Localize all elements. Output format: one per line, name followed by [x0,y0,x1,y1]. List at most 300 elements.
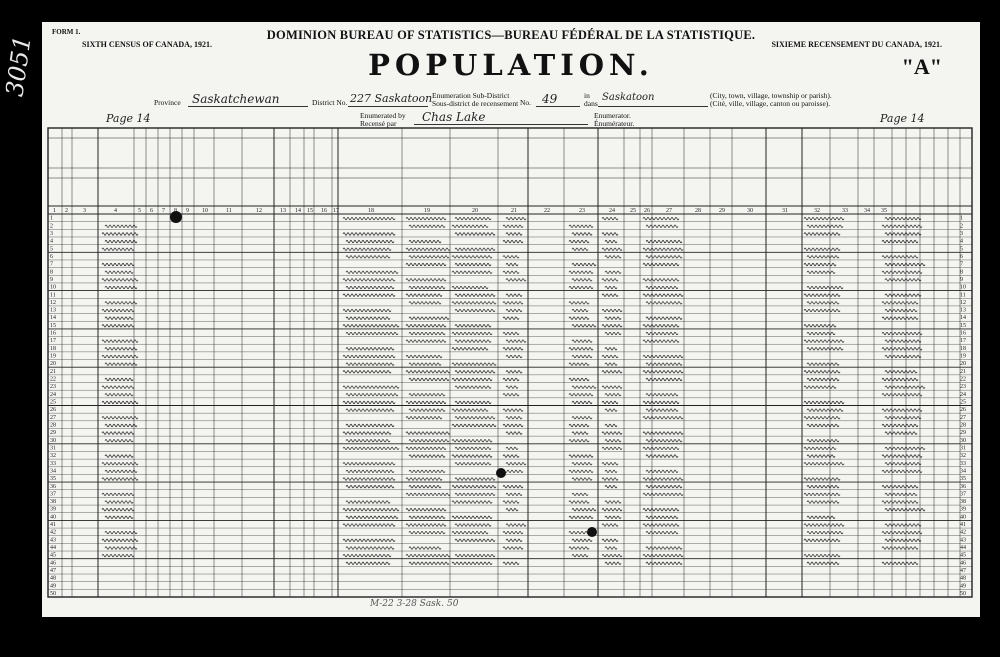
line-number: 12 [960,299,966,306]
no-value: 49 [542,92,558,106]
handwriting-stroke [572,478,592,481]
form-label: FORM 1. [52,28,81,36]
line-number: 37 [960,491,966,498]
handwriting-stroke [343,539,395,542]
handwriting-stroke [572,462,592,465]
province-value: Saskatchewan [192,92,280,106]
handwriting-stroke [452,455,492,458]
handwriting-stroke [503,378,519,381]
handwriting-stroke [105,455,133,458]
line-number: 20 [960,361,966,368]
census-sheet [42,22,980,617]
handwriting-stroke [455,263,491,266]
line-number: 45 [960,552,966,559]
handwriting-stroke [882,332,922,335]
line-number: 25 [50,399,56,406]
handwriting-stroke [105,348,137,351]
line-number: 15 [960,322,966,329]
handwriting-stroke [882,455,922,458]
handwriting-stroke [646,240,682,243]
line-number: 26 [960,407,966,414]
handwriting-stroke [807,348,843,351]
handwriting-stroke [409,455,445,458]
handwriting-stroke [807,225,843,228]
handwriting-stroke [102,325,134,328]
line-number: 49 [960,583,966,590]
handwriting-stroke [807,485,839,488]
handwriting-stroke [343,554,391,557]
line-number: 39 [960,506,966,513]
handwriting-stroke [452,256,492,259]
line-number: 35 [50,476,56,483]
handwriting-stroke [506,263,518,266]
census-title-en: SIXTH CENSUS OF CANADA, 1921. [82,40,212,49]
handwriting-stroke [409,286,445,289]
handwriting-stroke [455,233,495,236]
handwriting-stroke [643,294,683,297]
handwriting-stroke [804,386,836,389]
sub-district-label: Enumeration Sub-District Sous-district de recensement [432,91,519,108]
handwriting-stroke [646,455,678,458]
microfilm-stamp: M-22 3-28 Sask. 50 [370,599,459,609]
handwriting-stroke [343,217,395,220]
handwriting-stroke [643,417,683,420]
handwriting-stroke [503,501,519,504]
handwriting-stroke [572,493,588,496]
ink-blot [496,468,506,478]
line-number: 8 [960,269,963,276]
handwriting-stroke [455,478,495,481]
handwriting-stroke [643,248,683,251]
line-number: 2 [960,223,963,230]
handwriting-stroke [102,478,138,481]
handwriting-stroke [885,340,921,343]
line-number: 40 [960,514,966,521]
handwriting-stroke [804,325,836,328]
line-number: 14 [960,315,966,322]
handwriting-stroke [643,478,683,481]
handwriting-stroke [882,501,918,504]
line-number: 6 [50,253,53,260]
column-number: 14 [295,208,301,214]
column-number: 27 [666,208,672,214]
column-number: 5 [138,208,141,214]
line-number: 32 [960,453,966,460]
handwriting-stroke [569,240,589,243]
handwriting-stroke [643,524,679,527]
handwriting-stroke [885,309,917,312]
handwriting-stroke [804,493,840,496]
handwriting-stroke [804,309,840,312]
handwriting-stroke [807,439,839,442]
handwriting-stroke [602,478,618,481]
line-number: 38 [50,499,56,506]
line-number: 14 [50,315,56,322]
handwriting-stroke [406,493,450,496]
handwriting-stroke [105,439,133,442]
line-number: 29 [50,430,56,437]
handwriting-stroke [569,363,589,366]
handwriting-stroke [605,348,617,351]
line-number: 36 [960,483,966,490]
column-number: 29 [719,208,725,214]
handwriting-stroke [346,286,394,289]
handwriting-stroke [503,485,523,488]
handwriting-stroke [503,348,523,351]
line-number: 43 [960,537,966,544]
handwriting-stroke [882,271,922,274]
province-label: Province [154,98,181,107]
line-number: 44 [960,545,966,552]
handwriting-stroke [105,363,137,366]
line-number: 45 [50,552,56,559]
line-number: 46 [50,560,56,567]
handwriting-stroke [569,317,589,320]
handwriting-stroke [882,409,922,412]
line-number: 47 [960,568,966,575]
handwriting-stroke [882,424,918,427]
handwriting-stroke [804,263,836,266]
handwriting-stroke [602,309,622,312]
handwriting-stroke [503,394,519,397]
column-number: 18 [368,208,374,214]
handwriting-stroke [452,409,488,412]
handwriting-stroke [506,279,526,282]
handwriting-stroke [506,432,522,435]
handwriting-stroke [646,286,678,289]
handwriting-stroke [452,225,488,228]
census-grid [42,22,980,617]
handwriting-stroke [882,485,918,488]
handwriting-stroke [406,447,446,450]
column-number: 1 [53,208,56,214]
handwriting-stroke [569,302,589,305]
handwriting-stroke [506,217,526,220]
line-number: 19 [50,353,56,360]
handwriting-stroke [506,309,522,312]
handwriting-stroke [646,256,682,259]
handwriting-stroke [455,401,491,404]
line-number: 23 [50,384,56,391]
handwriting-stroke [572,417,592,420]
handwriting-stroke [605,516,621,519]
line-number: 28 [960,422,966,429]
handwriting-stroke [346,332,398,335]
handwriting-stroke [804,478,840,481]
handwriting-stroke [346,424,394,427]
handwriting-stroke [455,539,495,542]
handwriting-stroke [646,562,682,565]
handwriting-stroke [102,401,138,404]
handwriting-stroke [455,447,491,450]
line-number: 7 [50,261,53,268]
handwriting-stroke [102,263,134,266]
handwriting-stroke [105,516,133,519]
line-number: 12 [50,299,56,306]
line-number: 22 [50,376,56,383]
handwriting-stroke [503,547,523,550]
line-number: 41 [50,522,56,529]
handwriting-stroke [569,225,593,228]
line-number: 30 [50,437,56,444]
line-number: 38 [960,499,966,506]
handwriting-stroke [804,248,840,251]
handwriting-stroke [409,363,441,366]
handwriting-stroke [343,386,399,389]
handwriting-stroke [885,539,921,542]
line-number: 44 [50,545,56,552]
line-number: 11 [50,292,56,299]
handwriting-stroke [409,562,449,565]
enumerator-label: Enumerator. Énumérateur. [594,111,635,128]
handwriting-stroke [569,378,589,381]
handwriting-stroke [646,302,682,305]
enumerated-by-label: Enumerated by Recensé par [360,111,406,128]
handwriting-stroke [409,317,449,320]
page-right: Page 14 [880,112,925,125]
handwriting-stroke [602,294,618,297]
handwriting-stroke [409,547,441,550]
column-number: 9 [186,208,189,214]
handwriting-stroke [885,371,917,374]
line-number: 42 [960,529,966,536]
handwriting-stroke [572,432,588,435]
column-number: 26 [644,208,650,214]
handwriting-stroke [105,317,133,320]
handwriting-stroke [105,470,137,473]
handwriting-stroke [406,524,446,527]
line-number: 21 [50,368,56,375]
handwriting-stroke [572,386,596,389]
handwriting-stroke [572,233,592,236]
handwriting-stroke [569,348,593,351]
handwriting-stroke [102,386,134,389]
handwriting-stroke [643,432,683,435]
handwriting-stroke [452,363,496,366]
handwriting-stroke [506,524,526,527]
handwriting-stroke [885,508,925,511]
line-number: 2 [50,223,53,230]
line-number: 22 [960,376,966,383]
line-number: 50 [50,591,56,597]
handwriting-stroke [646,516,678,519]
handwriting-stroke [452,531,488,534]
handwriting-stroke [807,501,839,504]
handwriting-stroke [346,256,390,259]
handwriting-stroke [346,516,398,519]
column-number: 28 [695,208,701,214]
line-number: 10 [50,284,56,291]
handwriting-stroke [346,394,398,397]
handwriting-stroke [807,531,843,534]
handwriting-stroke [102,233,138,236]
handwriting-stroke [882,348,922,351]
handwriting-stroke [605,424,617,427]
line-number: 31 [50,445,56,452]
handwriting-stroke [643,279,679,282]
column-number: 31 [782,208,788,214]
handwriting-stroke [569,271,593,274]
column-number: 17 [333,208,339,214]
handwriting-stroke [605,363,617,366]
handwriting-stroke [572,263,596,266]
handwriting-stroke [503,531,523,534]
handwriting-stroke [804,447,836,450]
place-value: Saskatoon [602,92,655,103]
handwriting-stroke [804,417,840,420]
handwriting-stroke [452,424,496,427]
handwriting-stroke [602,355,618,358]
line-number: 32 [50,453,56,460]
handwriting-stroke [105,286,137,289]
handwriting-stroke [605,439,621,442]
handwriting-stroke [343,355,395,358]
handwriting-stroke [455,493,495,496]
handwriting-stroke [506,355,522,358]
line-number: 17 [50,338,56,345]
handwriting-stroke [455,462,491,465]
handwriting-stroke [506,371,522,374]
handwriting-stroke [572,340,592,343]
line-number: 24 [50,391,56,398]
line-number: 20 [50,361,56,368]
column-number: 24 [609,208,615,214]
line-number: 49 [50,583,56,590]
line-number: 15 [50,322,56,329]
handwriting-stroke [343,309,391,312]
handwriting-stroke [807,256,839,259]
handwriting-stroke [346,409,394,412]
handwriting-stroke [346,501,390,504]
handwriting-stroke [102,309,134,312]
handwriting-stroke [807,424,839,427]
line-number: 3 [960,230,963,237]
handwriting-stroke [406,325,446,328]
handwriting-stroke [105,394,133,397]
handwriting-stroke [602,447,622,450]
handwriting-stroke [503,562,519,565]
line-number: 5 [50,246,53,253]
handwriting-stroke [452,332,492,335]
handwriting-stroke [804,554,840,557]
handwriting-stroke [455,524,491,527]
handwriting-stroke [503,424,523,427]
line-number: 18 [960,345,966,352]
handwriting-stroke [102,554,134,557]
handwriting-stroke [643,371,683,374]
line-number: 31 [960,445,966,452]
handwriting-stroke [885,217,921,220]
handwriting-stroke [452,348,488,351]
handwriting-stroke [346,317,390,320]
handwriting-stroke [503,317,519,320]
column-number: 23 [579,208,585,214]
line-number: 34 [960,468,966,475]
handwriting-stroke [406,279,446,282]
handwriting-stroke [885,233,921,236]
handwriting-stroke [602,524,618,527]
line-number: 10 [960,284,966,291]
column-number: 4 [114,208,117,214]
handwriting-stroke [343,447,399,450]
column-number: 10 [202,208,208,214]
handwriting-stroke [409,302,441,305]
handwriting-stroke [406,263,446,266]
handwriting-stroke [343,248,391,251]
handwriting-stroke [105,225,137,228]
handwriting-stroke [409,394,445,397]
handwriting-stroke [646,317,682,320]
handwriting-stroke [406,508,446,511]
handwriting-stroke [409,470,445,473]
handwriting-stroke [602,401,618,404]
handwriting-stroke [406,478,442,481]
line-number: 3 [50,230,53,237]
handwriting-stroke [646,531,678,534]
handwriting-stroke [102,432,134,435]
handwriting-stroke [105,271,133,274]
handwriting-stroke [503,455,519,458]
line-number: 13 [960,307,966,314]
handwriting-stroke [455,248,495,251]
handwriting-stroke [346,271,398,274]
handwriting-stroke [885,462,921,465]
line-number: 25 [960,399,966,406]
handwriting-stroke [605,485,617,488]
handwriting-stroke [409,409,445,412]
handwriting-stroke [885,432,917,435]
handwriting-stroke [804,371,840,374]
handwriting-stroke [882,225,922,228]
handwriting-stroke [346,470,394,473]
line-number: 40 [50,514,56,521]
handwriting-stroke [882,317,918,320]
handwriting-stroke [569,455,593,458]
handwriting-stroke [572,401,592,404]
handwriting-stroke [804,539,840,542]
handwriting-stroke [885,294,921,297]
table-border [48,128,972,597]
handwriting-stroke [643,263,679,266]
handwriting-stroke [105,240,137,243]
handwriting-stroke [102,340,138,343]
handwriting-stroke [346,547,394,550]
handwriting-stroke [643,325,679,328]
handwriting-stroke [452,516,492,519]
handwriting-stroke [804,217,844,220]
handwriting-stroke [506,508,518,511]
handwriting-stroke [807,562,839,565]
handwriting-stroke [569,516,593,519]
handwriting-stroke [343,401,395,404]
handwriting-stroke [885,355,921,358]
line-number: 28 [50,422,56,429]
handwriting-stroke [455,340,491,343]
handwriting-stroke [804,524,844,527]
column-number: 2 [65,208,68,214]
column-number: 11 [226,208,232,214]
handwriting-stroke [506,386,518,389]
handwriting-stroke [807,378,839,381]
handwriting-stroke [605,501,621,504]
handwriting-stroke [102,493,134,496]
column-number: 16 [321,208,327,214]
line-number: 16 [960,330,966,337]
handwriting-stroke [406,371,450,374]
handwriting-stroke [452,485,496,488]
line-number: 24 [960,391,966,398]
handwriting-stroke [646,485,682,488]
